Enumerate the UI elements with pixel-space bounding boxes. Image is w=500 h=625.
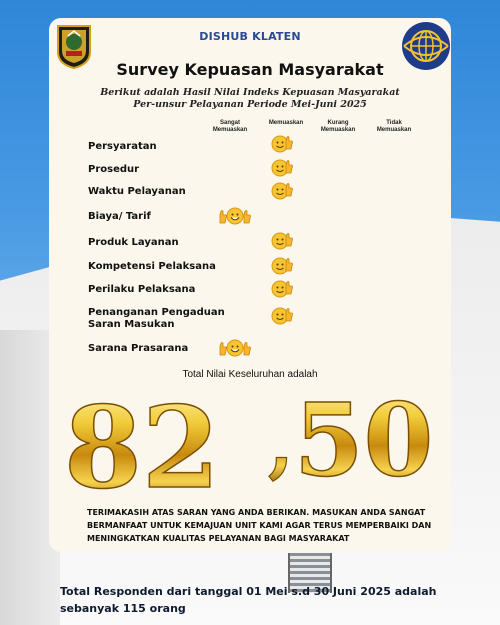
double-thumbs-up-emoji-icon (218, 336, 252, 358)
thank-you-line-1: TERIMAKASIH ATAS SARAN YANG ANDA BERIKAN. MASUKAN ANDA SANGAT (87, 508, 426, 517)
thumbs-up-emoji-icon (270, 179, 294, 201)
thumbs-up-emoji-icon (270, 254, 294, 276)
row-label-perilaku-pelaksana: Perilaku Pelaksana (88, 284, 196, 295)
page-title: Survey Kepuasan Masyarakat (116, 60, 384, 79)
page-subtitle (0, 87, 500, 111)
subtitle-line-2: Per-unsur Pelayanan Periode Mei-Juni 2025 (133, 99, 367, 110)
column-header-kurang-memuaskan: Kurang Memuaskan (320, 120, 356, 133)
thank-you-message (87, 506, 447, 545)
row-label-biaya-tarif: Biaya/ Tarif (88, 211, 151, 222)
respondent-summary (60, 583, 460, 617)
thank-you-line-2: BERMANFAAT UNTUK KEMAJUAN UNIT KAMI AGAR TERUS MEMPERBAIKI DAN (87, 521, 432, 530)
double-thumbs-up-emoji-icon (218, 204, 252, 226)
total-score-label: Total Nilai Keseluruhan adalah (182, 369, 318, 380)
organization-name: DISHUB KLATEN (199, 30, 301, 43)
column-header-memuaskan: Memuaskan (268, 120, 304, 126)
subtitle-line-1: Berikut adalah Hasil Nilai Indeks Kepuasan Masyarakat (100, 87, 400, 98)
thumbs-up-emoji-icon (270, 132, 294, 154)
column-header-tidak-memuaskan: Tidak Memuaskan (376, 120, 412, 133)
row-label-waktu-pelayanan: Waktu Pelayanan (88, 186, 186, 197)
column-header-sangat-memuaskan: Sangat Memuaskan (212, 120, 248, 133)
row-label-produk-layanan: Produk Layanan (88, 237, 179, 248)
thumbs-up-emoji-icon (270, 229, 294, 251)
thank-you-line-3: MENINGKATKAN KUALITAS PELAYANAN BAGI MASYARAKAT (87, 534, 350, 543)
row-label-kompetensi-pelaksana: Kompetensi Pelaksana (88, 261, 216, 272)
thumbs-up-emoji-icon (270, 277, 294, 299)
row-label-persyaratan: Persyaratan (88, 141, 157, 152)
row-label-sarana-prasarana: Sarana Prasarana (88, 343, 189, 354)
row-label-prosedur: Prosedur (88, 164, 140, 175)
respondent-summary-line-2: sebanyak 115 orang (60, 602, 186, 615)
total-score-comma: , (268, 401, 294, 487)
total-score-decimal: 50 (294, 381, 434, 495)
total-score-display (40, 375, 460, 495)
respondent-summary-line-1: Total Responden dari tanggal 01 Mei s.d 30 Juni 2025 adalah (60, 585, 437, 598)
thumbs-up-emoji-icon (270, 304, 294, 326)
row-label-penanganan-pengaduan: Penanganan Pengaduan Saran Masukan (88, 307, 225, 330)
total-score-integer: 82 (64, 383, 220, 495)
thumbs-up-emoji-icon (270, 156, 294, 178)
